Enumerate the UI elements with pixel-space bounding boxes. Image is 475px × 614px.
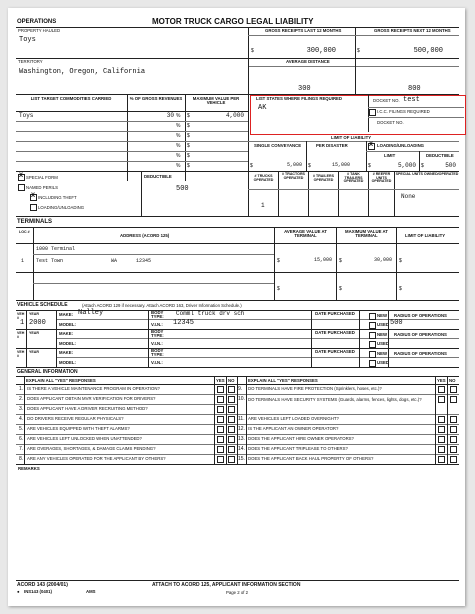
question-number: 6. — [19, 436, 24, 442]
question-number: 3. — [19, 406, 24, 412]
question-number: 5. — [19, 426, 24, 432]
remarks-label: REMARKS — [18, 466, 40, 471]
vehicle-used-checkbox[interactable] — [369, 360, 376, 367]
vehicle-new-checkbox[interactable] — [369, 351, 376, 358]
territory-field[interactable]: Washington, Oregon, California — [19, 68, 146, 76]
acord-logo: ● — [17, 589, 20, 594]
vehicle-vin-field[interactable]: 12345 — [173, 319, 195, 327]
question-yes-checkbox[interactable] — [217, 386, 224, 393]
per-disaster-field[interactable]: 15,000 — [331, 162, 350, 168]
question-text: DOES APPLICANT OBTAIN MVR VERIFICATION FOR DRIVERS? — [27, 396, 156, 401]
question-no-checkbox[interactable] — [450, 416, 457, 423]
terminal-state-field[interactable]: WA — [111, 258, 118, 264]
question-yes-checkbox[interactable] — [438, 456, 445, 463]
question-yes-checkbox[interactable] — [438, 416, 445, 423]
trucks-operated-field[interactable]: 1 — [261, 202, 265, 209]
question-yes-checkbox[interactable] — [438, 426, 445, 433]
question-text: ARE VEHICLES EQUIPPED WITH THEFT ALARMS? — [27, 426, 130, 431]
icc-filings-checkbox[interactable] — [369, 109, 376, 116]
section-terminals: TERMINALS — [17, 219, 52, 225]
question-yes-checkbox[interactable] — [217, 436, 224, 443]
section-general: GENERAL INFORMATION — [17, 369, 78, 375]
question-yes-checkbox[interactable] — [217, 456, 224, 463]
question-number: 7. — [19, 446, 24, 452]
question-yes-checkbox[interactable] — [217, 396, 224, 403]
question-text: ARE ANY VEHICLES OPERATED FOR THE APPLICANT BY OTHERS? — [27, 456, 166, 461]
question-no-checkbox[interactable] — [450, 456, 457, 463]
vehicle-new-checkbox[interactable] — [369, 313, 376, 320]
vehicle-year-field[interactable]: 2000 — [29, 319, 46, 327]
vehicle-new-checkbox[interactable] — [369, 332, 376, 339]
question-number: 9. — [238, 386, 243, 392]
commodity-row[interactable]: Toys — [19, 112, 34, 119]
vehicle-make-field[interactable]: Nalley — [78, 309, 104, 317]
property-hauled-field[interactable]: Toys — [19, 36, 36, 44]
question-text: DOES APPLICANT HAVE A DRIVER RECRUITING METHOD? — [27, 406, 148, 411]
question-no-checkbox[interactable] — [228, 446, 235, 453]
terminal-avg-field[interactable]: 15,000 — [313, 257, 332, 263]
docket-field[interactable]: test — [403, 96, 420, 104]
question-yes-checkbox[interactable] — [438, 436, 445, 443]
question-number: 2. — [19, 396, 24, 402]
single-conveyance-field[interactable]: 5,000 — [286, 162, 302, 168]
terminal-zip-field[interactable]: 12345 — [136, 258, 152, 264]
page-number: Page 2 of 2 — [226, 590, 248, 595]
terminal-street-field[interactable]: 1000 Terminal — [36, 246, 76, 252]
question-text: ARE VEHICLES LEFT LOADED OVERNIGHT? — [248, 416, 339, 421]
question-yes-checkbox[interactable] — [438, 446, 445, 453]
question-yes-checkbox[interactable] — [217, 446, 224, 453]
question-yes-checkbox[interactable] — [217, 426, 224, 433]
question-no-checkbox[interactable] — [228, 436, 235, 443]
named-perils-checkbox[interactable] — [18, 184, 25, 191]
question-no-checkbox[interactable] — [228, 416, 235, 423]
question-no-checkbox[interactable] — [228, 456, 235, 463]
attach-note: ATTACH TO ACORD 125, APPLICANT INFORMATION SECTION — [152, 582, 301, 588]
question-number: 1. — [19, 386, 24, 392]
vehicle-used-checkbox[interactable] — [369, 341, 376, 348]
question-number: 14. — [238, 446, 245, 452]
question-yes-checkbox[interactable] — [217, 416, 224, 423]
question-text: DOES THE APPLICANT BACK HAUL PROPERTY OF OTHERS? — [248, 456, 374, 461]
section-vehicles: VEHICLE SCHEDULE — [17, 302, 68, 308]
question-text: IS THERE A VEHICLE MAINTENANCE PROGRAM IN OPERATION? — [27, 386, 160, 391]
gross-last-field[interactable]: 300,000 — [306, 47, 336, 55]
question-text: DO DRIVERS RECEIVE REGULAR PHYSICALS? — [27, 416, 124, 421]
filing-states-field[interactable]: AK — [258, 104, 267, 112]
question-number: 12. — [238, 426, 245, 432]
question-number: 15. — [238, 456, 245, 462]
loading-limit-field[interactable]: 5,000 — [397, 162, 416, 169]
terminal-city-field[interactable]: Test Town — [36, 258, 64, 264]
question-no-checkbox[interactable] — [450, 386, 457, 393]
vehicle-number-field[interactable]: 1 — [20, 319, 25, 327]
vehicle-radius-field[interactable]: 500 — [390, 319, 403, 327]
question-no-checkbox[interactable] — [228, 396, 235, 403]
question-text: IS THE APPLICANT AN OWNER OPERATOR? — [248, 426, 339, 431]
loading-deductible-field[interactable]: 500 — [445, 162, 456, 169]
question-no-checkbox[interactable] — [450, 426, 457, 433]
question-text: ARE VEHICLES LEFT UNLOCKED WHEN UNATTENDED? — [27, 436, 142, 441]
form-page — [8, 8, 465, 606]
avg-distance-next-field[interactable]: 800 — [408, 85, 421, 93]
section-operations: OPERATIONS — [17, 19, 57, 25]
question-number: 11. — [238, 416, 245, 422]
question-no-checkbox[interactable] — [228, 386, 235, 393]
question-no-checkbox[interactable] — [450, 446, 457, 453]
question-yes-checkbox[interactable] — [438, 386, 445, 393]
question-number: 4. — [19, 416, 24, 422]
forms-deductible-field[interactable]: 500 — [176, 185, 189, 193]
form-number: ACORD 143 (2004/01) — [17, 582, 68, 588]
question-yes-checkbox[interactable] — [217, 406, 224, 413]
terminal-max-field[interactable]: 30,000 — [373, 257, 392, 263]
question-number: 13. — [238, 436, 245, 442]
gross-next-field[interactable]: 500,000 — [413, 47, 443, 55]
question-text: DOES THE APPLICANT TRIPLEASE TO OTHERS? — [248, 446, 348, 451]
question-no-checkbox[interactable] — [450, 436, 457, 443]
question-text: ARE OVERAGES, SHORTAGES, & DAMAGE CLAIMS PENDING? — [27, 446, 156, 451]
question-no-checkbox[interactable] — [228, 426, 235, 433]
form-title: MOTOR TRUCK CARGO LEGAL LIABILITY — [152, 17, 314, 26]
question-text: DO TERMINALS HAVE FIRE PROTECTION (Sprinklers, hoses, etc.)? — [248, 386, 382, 391]
question-number: 8. — [19, 456, 24, 462]
avg-distance-last-field[interactable]: 300 — [298, 85, 311, 93]
remarks-field[interactable] — [18, 474, 457, 578]
vehicle-used-checkbox[interactable] — [369, 322, 376, 329]
question-no-checkbox[interactable] — [450, 396, 457, 403]
question-number: 10. — [238, 396, 245, 402]
special-units-field[interactable]: None — [401, 193, 416, 200]
question-text: DO TERMINALS HAVE SECURITY SYSTEMS (Guards, alarms, fences, lights, dogs, etc.)? — [248, 397, 422, 402]
acord-143-form: OPERATIONS MOTOR TRUCK CARGO LEGAL LIABILITY PROPERTY HAULED Toys GROSS RECEIPTS LAST 12 MONTHS GROSS RECEIPTS NEXT 12 MONTHS $ 300,000 $ 500,000 TERRITORY Washington, Oregon, California AVERAGE DISTANCE 300 800 LIST TARGET COMMODITIES CARRIED % OF GROSS REVENUES MAXIMUM VALUE PER VEHICLE Toys 30 4,000 % % % % % % $ $ $ $ $ $ LIST STATES WHERE FILINGS REQUIRED AK DOCKET NO. test I.C.C. FILINGS REQUIRED DOCKET NO. LIMIT OF LIABILITY SINGLE CONVEYANCE PER DISASTER X LOADING/UNLOADING LIMIT DEDUCTIBLE $ 5,000 $ 15,000 $ 5,000 $ 500 X SPECIAL FORM NAMED PERILS X INCLUDING THEFT LOADING/UNLOADING DEDUCTIBLE 500 # TRUCKS OPERATED # TRACTORS OPERATED # TRAILERS OPERATED # TANK TRAILERS OPERATED # REEFER UNITS OPERATED SPECIAL UNITS OWNED/OPERATED 1 None TERMINALS LOC # ADDRESS (ACORD 125) AVERAGE VALUE AT TERMINAL MAXIMUM VALUE AT TERMINAL LIMIT OF LIABILITY 1000 Terminal 1 Test Town WA 12345 $ 15,000 $ 30,000 $ $ $ $ VEHICLE SCHEDULE (Attach ACORD 129 if necessary. Attach ACORD 163, Driver Information Schedule.) VEH # YEAR MAKE: Nalley BODY TYPE: Comml truck drv sch DATE PURCHASED NEW RADIUS OF OPERATIONS 1 2000 MODEL: V.I.N.: 12345 USED 500 VEH # YEAR MAKE: BODY TYPE: DATE PURCHASED NEW RADIUS OF OPERATIONS MODEL: V.I.N.: USED VEH # YEAR MAKE: BODY TYPE: DATE PURCHASED NEW RADIUS OF OPERATIONS MODEL: V.I.N.: USED GENERAL INFORMATION EXPLAIN ALL "YES" RESPONSES YES NO EXPLAIN ALL "YES" RESPONSES YES NO 1. IS THERE A VEHICLE MAINTENANCE PROGRAM IN OPERATION? 2. DOES APPLICANT OBTAIN MVR VERIFICATION FOR DRIVERS? 3. DOES APPLICANT HAVE A DRIVER RECRUITING METHOD? 4. DO DRIVERS RECEIVE REGULAR PHYSICALS? 5. ARE VEHICLES EQUIPPED WITH THEFT ALARMS? 6. ARE VEHICLES LEFT UNLOCKED WHEN UNATTENDED? 7. ARE OVERAGES, SHORTAGES, & DAMAGE CLAIMS PENDING? 8. ARE ANY VEHICLES OPERATED FOR THE APPLICANT BY OTHERS? 9. DO TERMINALS HAVE FIRE PROTECTION (Sprinklers, hoses, etc.)? 10. DO TERMINALS HAVE SECURITY SYSTEMS (Guards, alarms, fences, lights, dogs, etc.)? 11. ARE VEHICLES LEFT LOADED OVERNIGHT? 12. IS THE APPLICANT AN OWNER OPERATOR? 13. DOES THE APPLICANT HIRE OWNER OPERATORS? 14. DOES THE APPLICANT TRIPLEASE TO OTHERS? 15. DOES THE APPLICANT BACK HAUL PROPERTY OF OTHERS? REMARKS ACORD 143 (2004/01) ● INS143 (0401) AMS ATTACH TO ACORD 125, APPLICANT INFORMATION SECTION Page 2 of 2 — [16, 18, 459, 600]
question-no-checkbox[interactable] — [228, 406, 235, 413]
vehicle-body-field[interactable]: Comml truck drv sch — [176, 310, 245, 317]
question-text: DOES THE APPLICANT HIRE OWNER OPERATORS? — [248, 436, 354, 441]
forms-loading-checkbox[interactable] — [30, 204, 37, 211]
question-yes-checkbox[interactable] — [438, 396, 445, 403]
